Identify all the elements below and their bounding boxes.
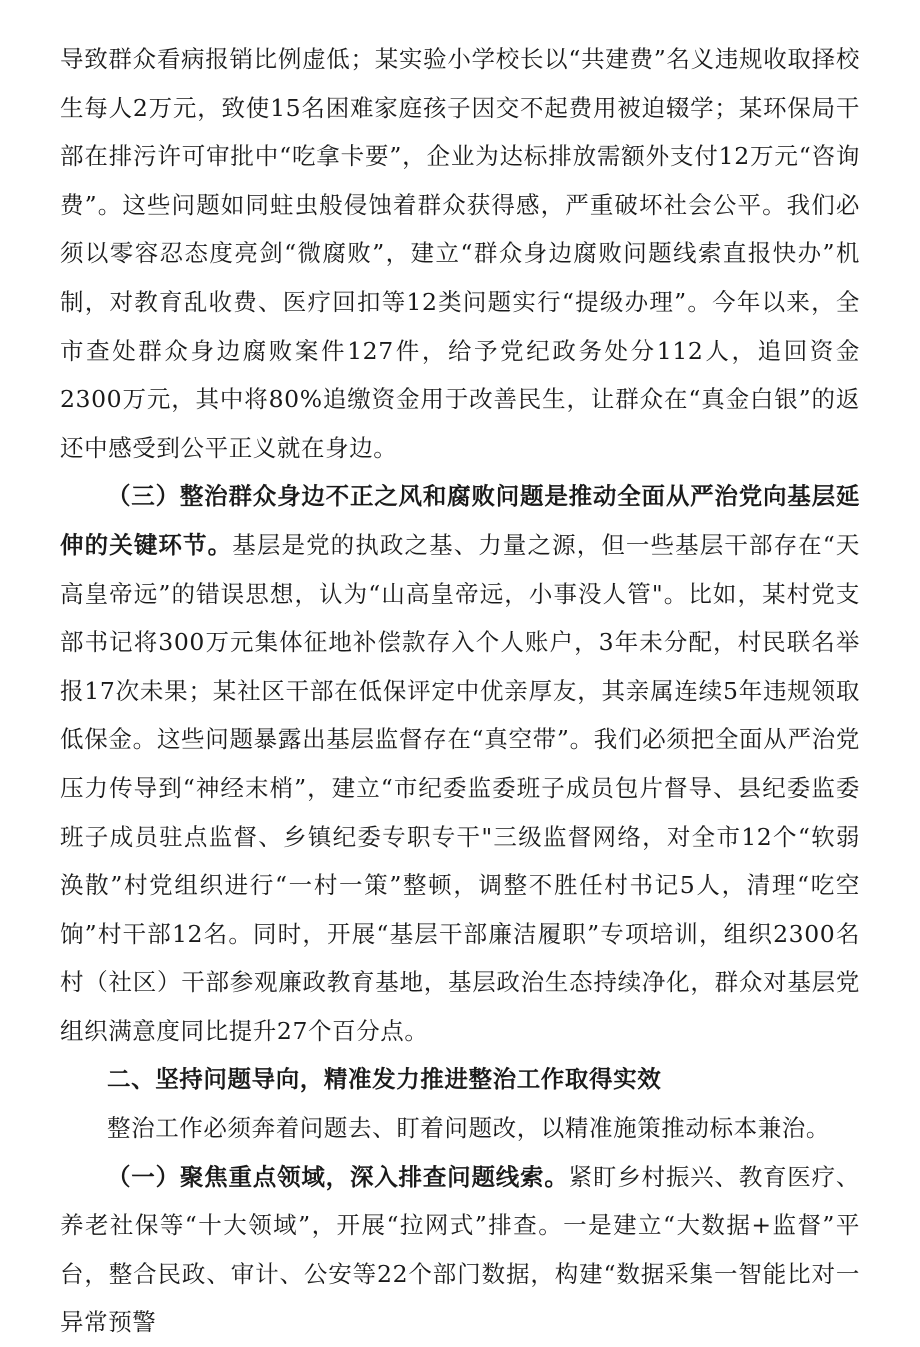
paragraph-continuation <box>60 35 860 472</box>
paragraph-lead-heading: （三）整治群众身边不正之风和腐败问题是推动全面从严治党向基层延伸的关键环节。 <box>60 482 860 559</box>
paragraph-lead-heading: （一）聚焦重点领域，深入排查问题线索。 <box>107 1162 569 1191</box>
paragraph-text: 整治工作必须奔着问题去、盯着问题改，以精准施策推动标本兼治。 <box>107 1114 830 1143</box>
paragraph-text: 基层是党的执政之基、力量之源，但一些基层干部存在“天高皇帝远”的错误思想，认为“山高皇帝远，小事没人管"。比如，某村党支部书记将300万元集体征地补偿款存入个人账户，3年未分配，村民联名举报17次未果；某社区干部在低保评定中优亲厚友，其亲属连续5年违规领取低保金。这些问题暴露出基层监督存在“真空带”。我们必须把全面从严治党压力传导到“神经末梢”，建立“市纪委监委班子成员包片督导、县纪委监委班子成员驻点监督、乡镇纪委专职专干"三级监督网络，对全市12个“软弱涣散”村党组织进行“一村一策”整顿，调整不胜任村书记5人，清理“吃空饷”村干部12名。同时，开展“基层干部廉洁履职”专项培训，组织2300名村（社区）干部参观廉政教育基地，基层政治生态持续净化，群众对基层党组织满意度同比提升27个百分点。 <box>60 530 860 1045</box>
section-heading: 二、坚持问题导向，精准发力推进整治工作取得实效 <box>107 1065 662 1094</box>
paragraph-intro <box>60 1104 860 1153</box>
paragraph-subsection-one <box>60 1153 860 1347</box>
paragraph-section-three <box>60 472 860 1055</box>
paragraph-text: 紧盯乡村振兴、教育医疗、养老社保等“十大领域”，开展“拉网式”排查。一是建立“大数据+监督”平台，整合民政、审计、公安等22个部门数据，构建“数据采集一智能比对一异常预警 <box>60 1162 861 1337</box>
paragraph-text: 导致群众看病报销比例虚低；某实验小学校长以“共建费”名义违规收取择校生每人2万元，致使15名困难家庭孩子因交不起费用被迫辍学；某环保局干部在排污许可审批中“吃拿卡要”，企业为达标排放需额外支付12万元“咨询费”。这些问题如同蛀虫般侵蚀着群众获得感，严重破坏社会公平。我们必须以零容忍态度亮剑“微腐败”，建立“群众身边腐败问题线索直报快办”机制，对教育乱收费、医疗回扣等12类问题实行“提级办理”。今年以来，全市查处群众身边腐败案件127件，给予党纪政务处分112人，追回资金2300万元，其中将80%追缴资金用于改善民生，让群众在“真金白银”的返还中感受到公平正义就在身边。 <box>60 45 860 462</box>
